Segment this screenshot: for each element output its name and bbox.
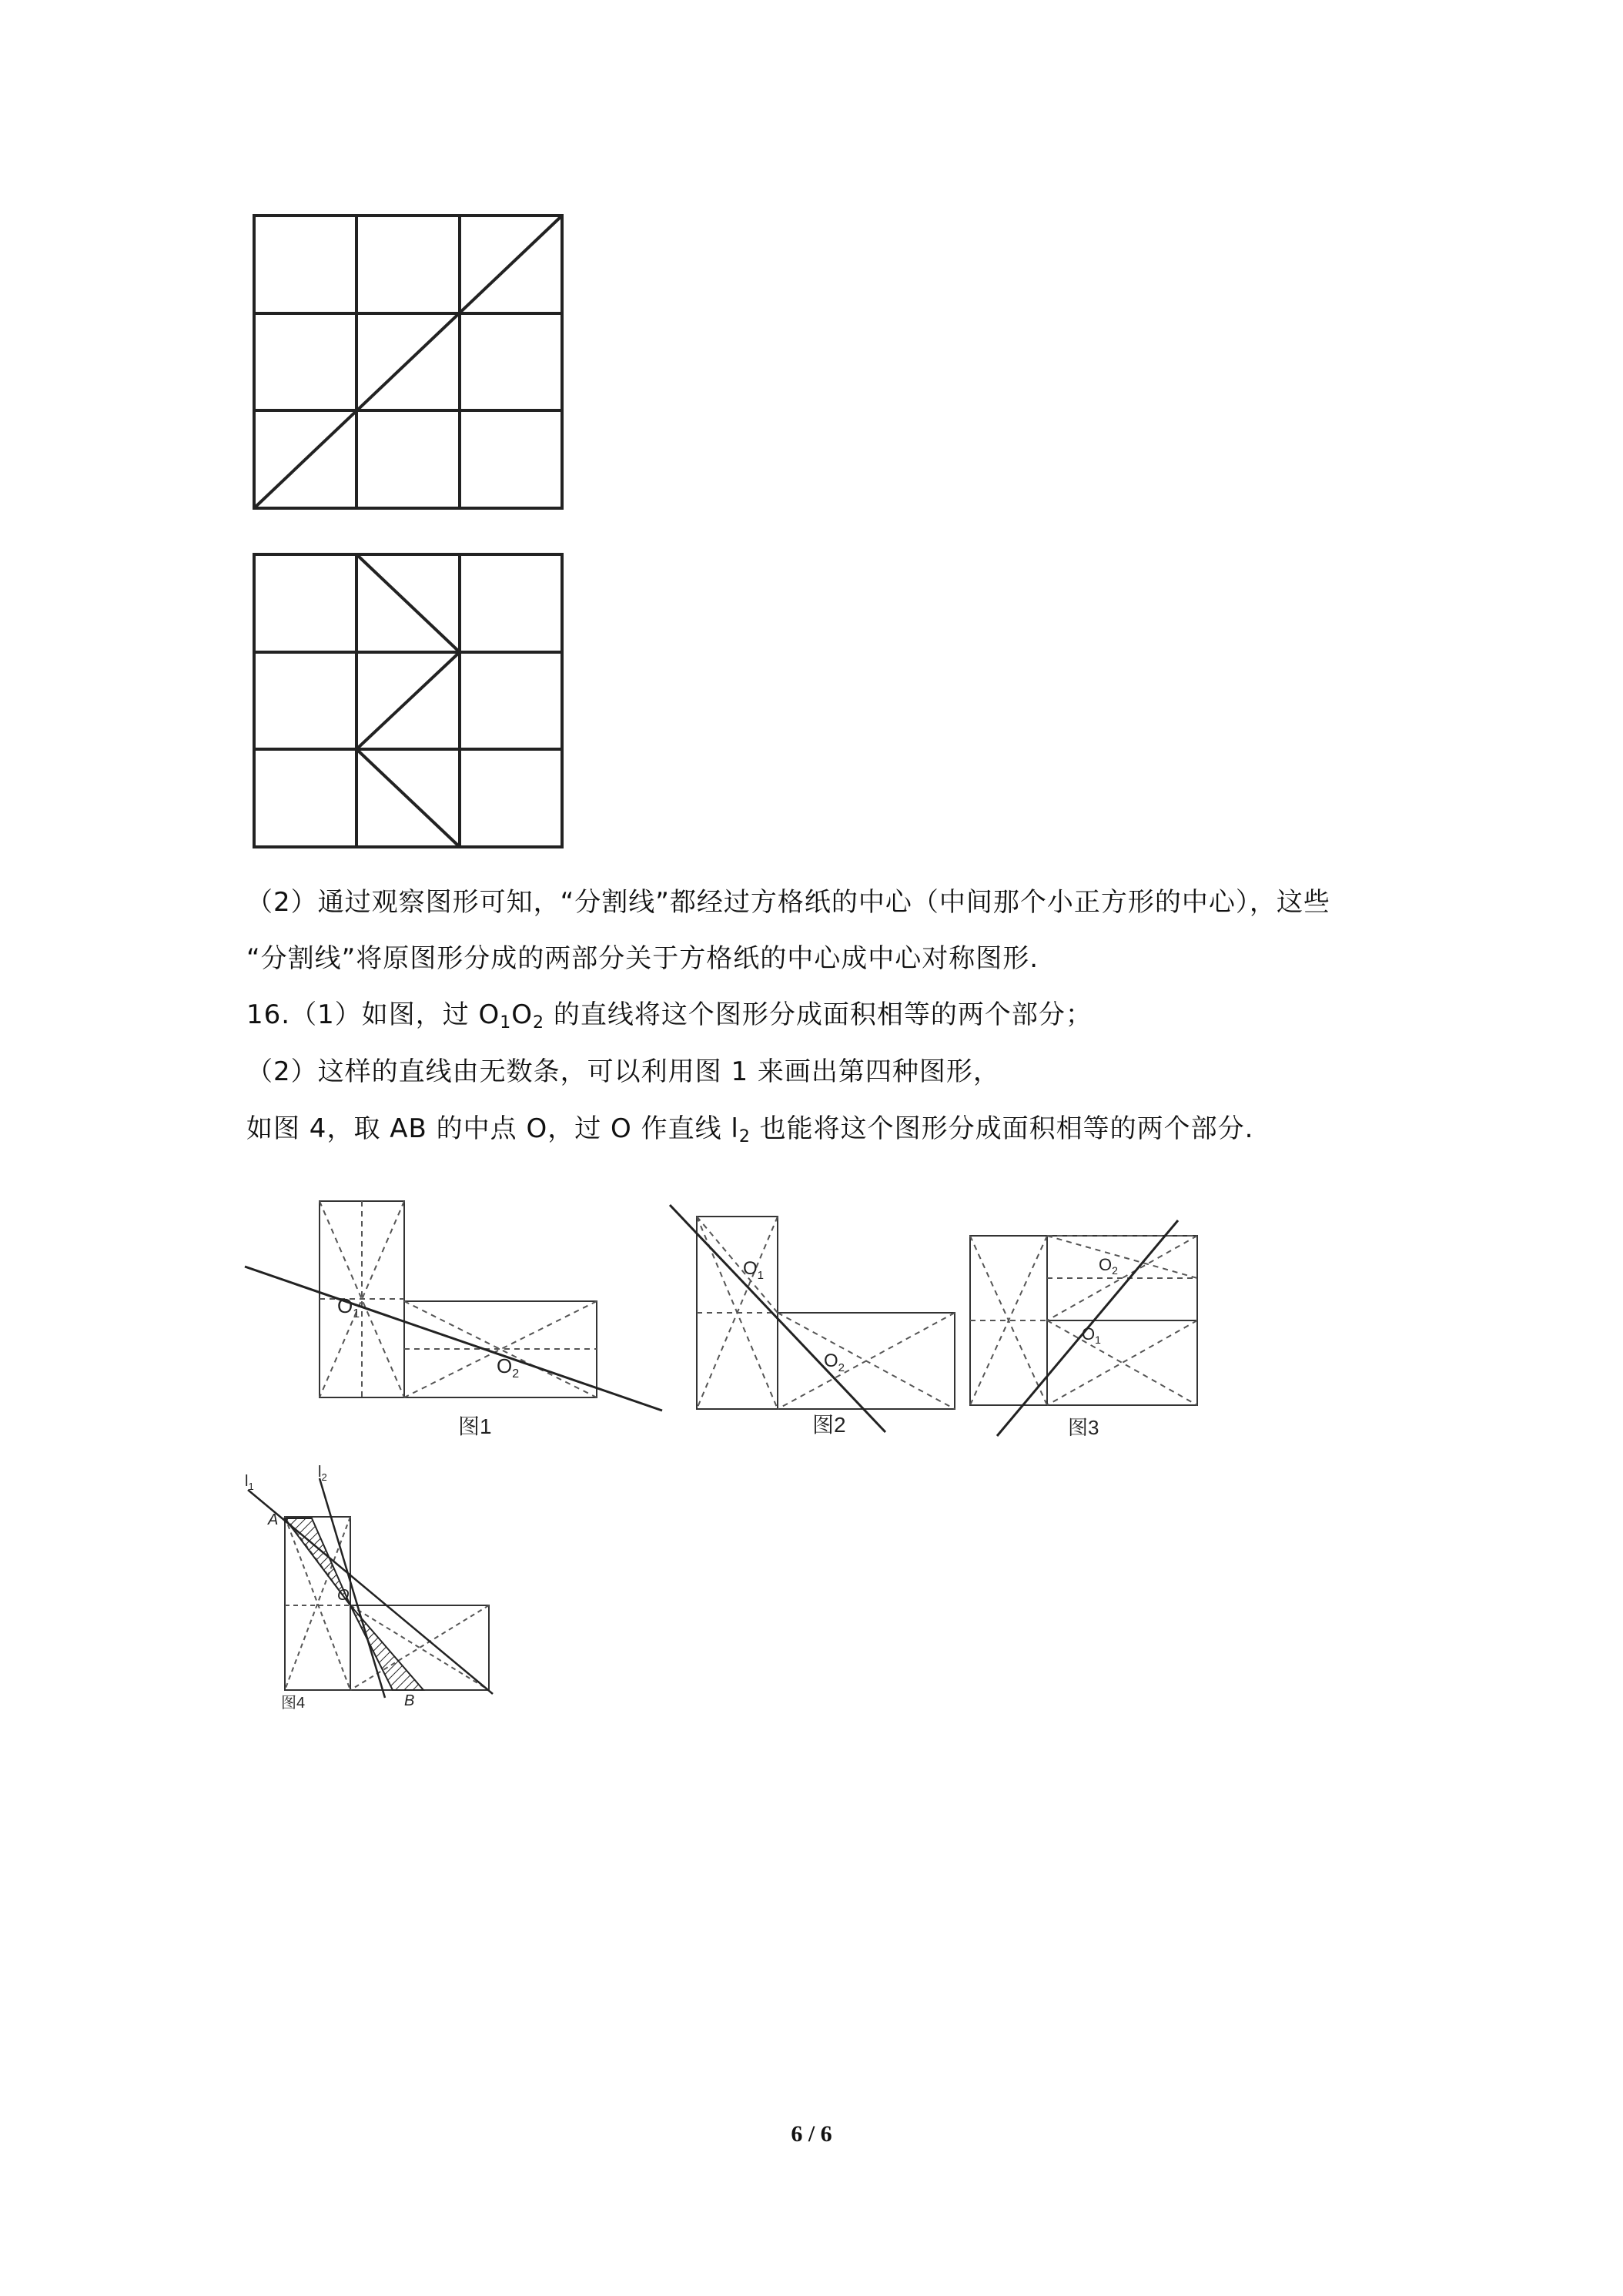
figure-4: [239, 1463, 500, 1709]
fig2-caption: 图2: [812, 1413, 846, 1437]
text-line-5: [246, 1113, 1253, 1153]
grid-figure-zigzag: [246, 551, 570, 858]
fig4-l2-label: $l_2$: [318, 1464, 327, 1483]
fig4-caption: 图4: [281, 1695, 306, 1709]
text-line-3-part-a: 16.（1）如图，过 O: [246, 999, 500, 1030]
fig4-point-b: B: [404, 1692, 415, 1709]
text-line-2-content: “分割线”将原图形分成的两部分关于方格纸的中心成中心对称图形.: [246, 943, 1039, 974]
fig4-point-a: A: [268, 1511, 279, 1528]
text-line-1: [246, 887, 1330, 918]
figure-3: [966, 1190, 1220, 1440]
fig3-o1-label: $O_1$: [1082, 1324, 1101, 1346]
fig2-o1-label: $O_1$: [743, 1258, 765, 1282]
text-line-3: [246, 999, 1093, 1039]
fig4-l1-label: $l_1$: [245, 1473, 254, 1492]
text-line-5-part-b: 也能将这个图形分成面积相等的两个部分.: [750, 1113, 1254, 1144]
text-line-2: [246, 943, 1039, 974]
page-number: 6 / 6: [791, 2121, 832, 2147]
text-line-4-content: （2）这样的直线由无数条，可以利用图 1 来画出第四种图形，: [246, 1056, 1000, 1087]
text-line-5-sub: 2: [738, 1127, 751, 1146]
text-line-3-sub-2: 2: [533, 1013, 545, 1033]
fig3-o2-label: $O_2$: [1099, 1255, 1118, 1277]
fig1-o2-label: $O_2$: [497, 1354, 520, 1381]
text-line-1-content: （2）通过观察图形可知，“分割线”都经过方格纸的中心（中间那个小正方形的中心），这些: [246, 887, 1330, 918]
text-line-3-sub-1: 1: [500, 1013, 512, 1033]
fig3-caption: 图3: [1068, 1416, 1099, 1439]
fig1-o1-label: $O_1$: [337, 1294, 360, 1320]
grid-figure-diagonal: [246, 212, 570, 520]
fig2-o2-label: $O_2$: [824, 1350, 845, 1374]
fig4-point-o: O: [337, 1587, 350, 1604]
text-line-5-part-a: 如图 4，取 AB 的中点 O，过 O 作直线 l: [246, 1113, 739, 1144]
text-line-3-part-b: O: [511, 999, 534, 1030]
figure-2: [666, 1201, 974, 1440]
text-line-4: [246, 1056, 1000, 1087]
fig1-caption: 图1: [458, 1414, 492, 1438]
figure-1: [239, 1186, 670, 1440]
text-line-3-part-c: 的直线将这个图形分成面积相等的两个部分；: [544, 999, 1093, 1030]
